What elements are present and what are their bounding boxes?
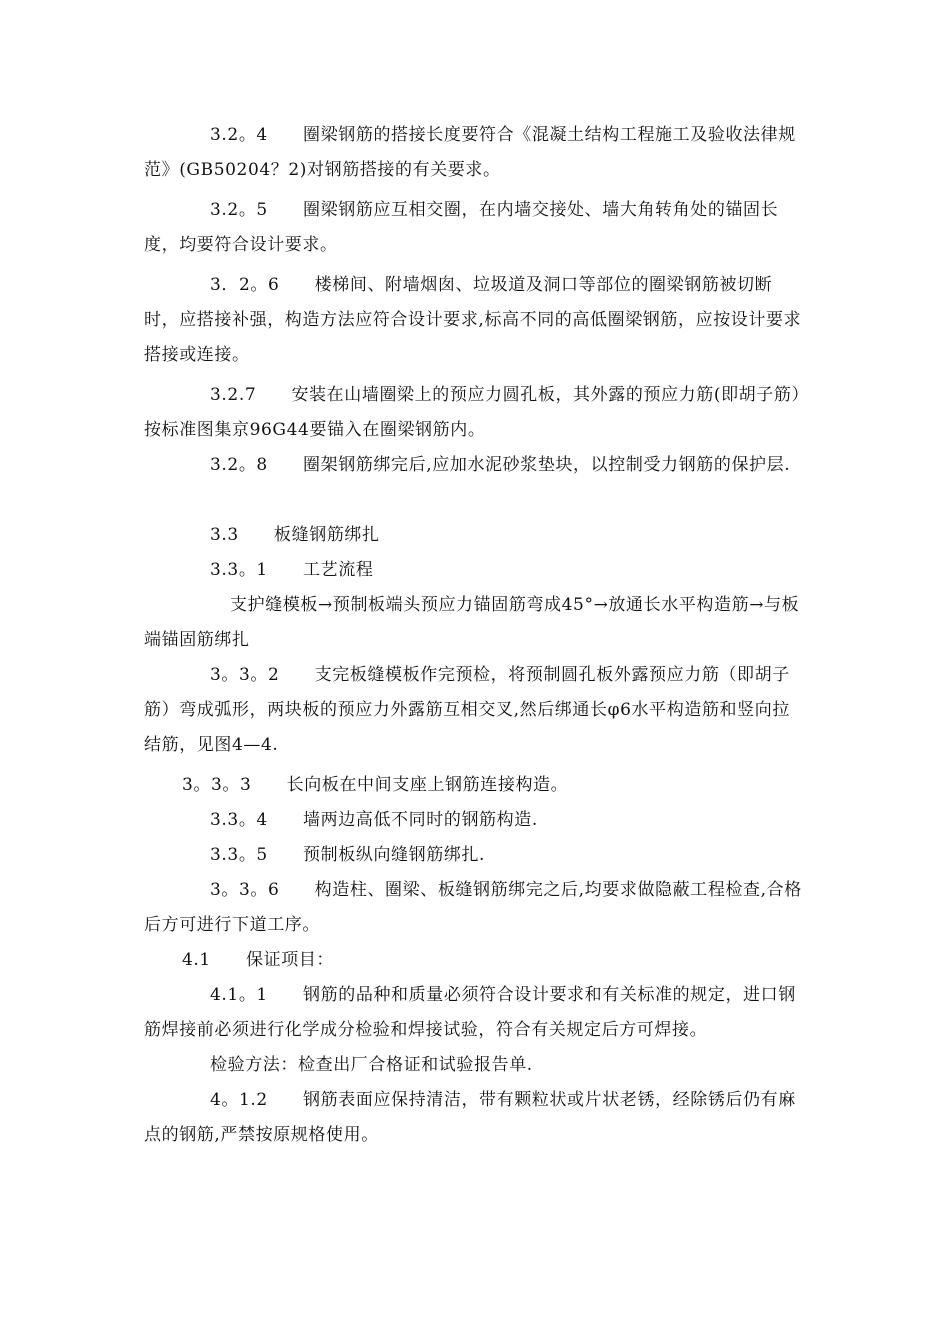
paragraph-3-2-7: 3.2.7 安装在山墙圈梁上的预应力圆孔板，其外露的预应力筋(即胡子筋）按标准图集京96G44要锚入在圈梁钢筋内。 bbox=[144, 385, 801, 440]
heading-3-3-1: 3.3。1 工艺流程 bbox=[210, 560, 374, 580]
paragraph-3-3-4: 3.3。4 墙两边高低不同时的钢筋构造. bbox=[210, 810, 538, 830]
paragraph-3-2-6: 3．2。6 楼梯间、附墙烟囱、垃圾道及洞口等部位的圈梁钢筋被切断时，应搭接补强，构造方法应符合设计要求,标高不同的高低圈梁钢筋，应按设计要求搭接或连接。 bbox=[144, 275, 802, 365]
paragraph-3-2-4: 3.2。4 圈梁钢筋的搭接长度要符合《混凝土结构工程施工及验收法律规范》(GB50204？2)对钢筋搭接的有关要求。 bbox=[144, 125, 796, 180]
heading-3-3: 3.3 板缝钢筋绑扎 bbox=[210, 525, 380, 545]
heading-4-1: 4.1 保证项目： bbox=[182, 950, 335, 970]
paragraph-3-3-6: 3。3。6 构造柱、圈梁、板缝钢筋绑完之后,均要求做隐蔽工程检查,合格后方可进行下道工序。 bbox=[144, 880, 802, 935]
paragraph-3-3-2: 3。3。2 支完板缝模板作完预检，将预制圆孔板外露预应力筋（即胡子筋）弯成弧形，两块板的预应力外露筋互相交叉,然后绑通长φ6水平构造筋和竖向拉结筋，见图4—4. bbox=[144, 665, 790, 755]
paragraph-4-1-2: 4。1.2 钢筋表面应保持清洁，带有颗粒状或片状老锈，经除锈后仍有麻点的钢筋,严禁按原规格使用。 bbox=[144, 1090, 796, 1145]
process-flow-text: 支护缝模板→预制板端头预应力锚固筋弯成45°→放通长水平构造筋→与板端锚固筋绑扎 bbox=[144, 595, 800, 650]
inspection-method-text: 检验方法：检查出厂合格证和试验报告单. bbox=[210, 1055, 533, 1075]
paragraph-3-2-5: 3.2。5 圈梁钢筋应互相交圈，在内墙交接处、墙大角转角处的锚固长度，均要符合设计要求。 bbox=[144, 200, 779, 255]
paragraph-3-3-3: 3。3。3 长向板在中间支座上钢筋连接构造。 bbox=[182, 775, 569, 795]
paragraph-4-1-1: 4.1。1 钢筋的品种和质量必须符合设计要求和有关标准的规定，进口钢筋焊接前必须进行化学成分检验和焊接试验，符合有关规定后方可焊接。 bbox=[144, 985, 796, 1040]
paragraph-3-2-8: 3.2。8 圈架钢筋绑完后,应加水泥砂浆垫块，以控制受力钢筋的保护层. bbox=[210, 455, 791, 475]
paragraph-3-3-5: 3.3。5 预制板纵向缝钢筋绑扎. bbox=[210, 845, 486, 865]
